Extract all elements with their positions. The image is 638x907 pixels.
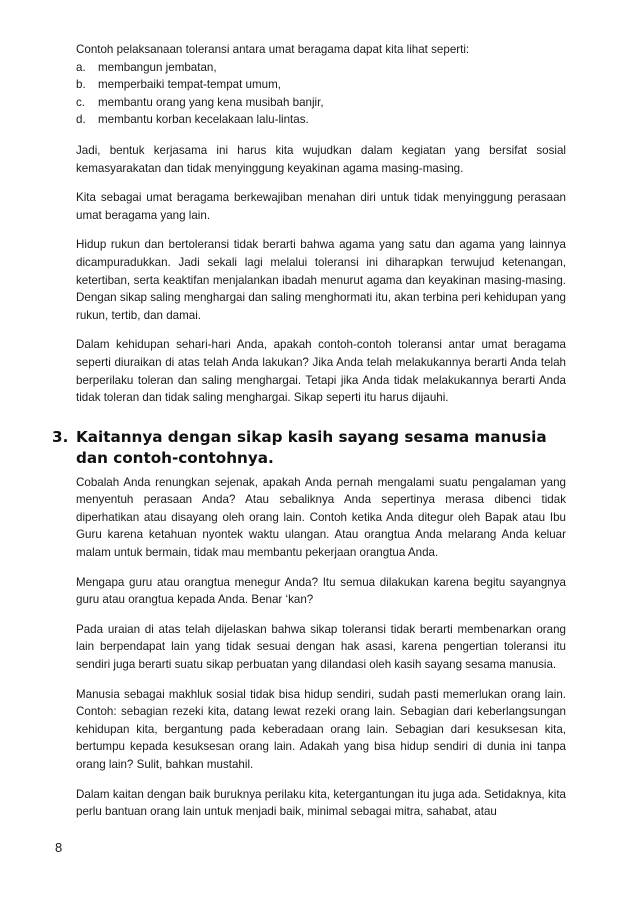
paragraph: Cobalah Anda renungkan sejenak, apakah Anda pernah mengalami suatu pengalaman yang menyentuh perasaan Anda? Atau sebaliknya Anda sepertinya merasa dibenci tidak diperhatikan atau disayang oleh orang lain. Contoh ketika Anda ditegur oleh Bapak atau Ibu Guru karena ketahuan nyontek waktu ulangan. Atau orangtua Anda melarang Anda keluar malam untuk bermain, tidak mau membantu pekerjaan orangtua Anda. <box>76 475 566 560</box>
paragraph: Mengapa guru atau orangtua menegur Anda? Itu semua dilakukan karena begitu sayangnya guru atau orangtua kepada Anda. Benar ‘kan? <box>76 575 566 607</box>
list-item <box>76 94 566 112</box>
list-marker: b. <box>76 78 86 92</box>
list-item-text: membantu korban kecelakaan lalu-lintas. <box>98 113 309 127</box>
paragraph: Dalam kehidupan sehari-hari Anda, apakah contoh-contoh toleransi antar umat beragama seperti diuraikan di atas telah Anda lakukan? Jika Anda telah melakukannya berarti Anda telah berperilaku toleran dan saling menghargai. Tetapi jika Anda tidak melakukannya berarti Anda tidak toleran dan tidak saling menghargai. Sikap seperti itu harus dijauhi. <box>76 338 566 405</box>
paragraph: Pada uraian di atas telah dijelaskan bahwa sikap toleransi tidak berarti membenarkan orang lain berpendapat lain yang tidak sesuai dengan hak asasi, karena pengertian toleransi itu sendiri juga berarti suatu sikap perbuatan yang dilandasi oleh kasih sayang sesama manusia. <box>76 622 566 672</box>
page-number: 8 <box>55 840 63 855</box>
section-heading <box>52 427 566 469</box>
page-body <box>52 41 566 833</box>
paragraph: Manusia sebagai makhluk sosial tidak bisa hidup sendiri, sudah pasti memerlukan orang lain. Contoh: sebagian rezeki kita, datang lewat rezeki orang lain. Sebagian dari keberlangsungan kehidupan kita, bergantung pada keberadaan orang lain. Sebagian dari kesuksesan kita, bertumpu kepada kesuksesan orang lain. Adakah yang bisa hidup sendiri di dunia ini tanpa orang lain? Sulit, bahkan mustahil. <box>76 687 566 771</box>
paragraph: Kita sebagai umat beragama berkewajiban menahan diri untuk tidak menyinggung perasaan umat beragama yang lain. <box>76 191 566 222</box>
list-item-text: membantu orang yang kena musibah banjir, <box>98 95 324 109</box>
section-title: Kaitannya dengan sikap kasih sayang sesama manusia dan contoh-contohnya. <box>76 427 547 467</box>
list-item <box>76 59 566 77</box>
list-item <box>76 111 566 129</box>
paragraph: Dalam kaitan dengan baik buruknya perilaku kita, ketergantungan itu juga ada. Setidaknya, kita perlu bantuan orang lain untuk menjadi baik, minimal sebagai mitra, sahabat, atau <box>76 787 566 819</box>
list-item-text: membangun jembatan, <box>98 60 217 74</box>
paragraph: Hidup rukun dan bertoleransi tidak berarti bahwa agama yang satu dan agama yang lainnya dicampuradukkan. Jadi sekali lagi melalui toleransi ini diharapkan terwujud ketenangan, ketertiban, serta keaktifan menjalankan ibadah menurut agama dan keyakinan masing-masing. Dengan sikap saling menghargai dan saling menghormati itu, akan terbina peri kehidupan yang rukun, tertib, dan damai. <box>76 238 566 322</box>
section-number: 3. <box>52 427 69 446</box>
example-list <box>76 59 566 129</box>
list-marker: a. <box>76 60 86 74</box>
list-marker: c. <box>76 95 86 109</box>
list-marker: d. <box>76 113 86 127</box>
paragraph: Jadi, bentuk kerjasama ini harus kita wujudkan dalam kegiatan yang bersifat sosial kemasyarakatan dan tidak menyinggung keyakinan agama masing-masing. <box>76 143 566 175</box>
list-item-text: memperbaiki tempat-tempat umum, <box>98 78 281 92</box>
intro-text: Contoh pelaksanaan toleransi antara umat beragama dapat kita lihat seperti: <box>76 43 470 56</box>
list-item <box>76 76 566 94</box>
